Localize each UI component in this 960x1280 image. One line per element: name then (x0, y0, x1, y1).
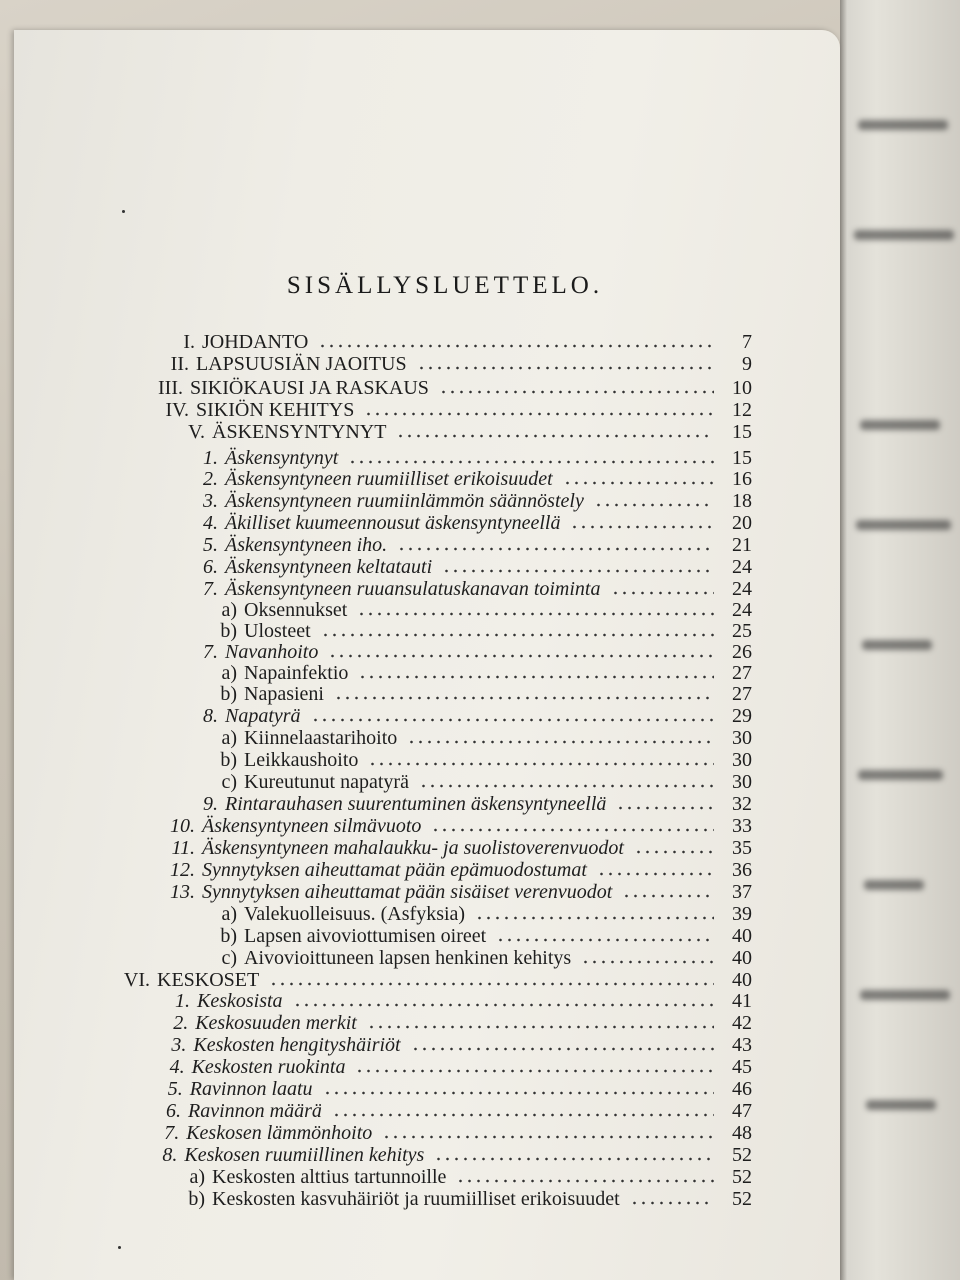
toc-entry-page: 52 (732, 1188, 752, 1210)
toc-entry-number: a) (221, 662, 237, 684)
dot-leader (581, 959, 714, 965)
toc-entry (0, 555, 752, 579)
dot-leader (431, 827, 714, 833)
toc-entry-number: b) (220, 620, 237, 642)
toc-entry-title: Äskensyntynyt (225, 447, 339, 469)
toc-entry-title: Leikkaushoito (244, 749, 359, 771)
toc-entry (0, 420, 752, 444)
toc-entry-title: Äskensyntyneen mahalaukku- ja suolistoverenvuodot (202, 837, 624, 859)
toc-entry-number: I. (183, 331, 195, 353)
toc-entry-number: 6. (166, 1100, 181, 1122)
dot-leader (496, 937, 714, 943)
toc-entry-number: c) (221, 771, 237, 793)
dot-leader (616, 805, 714, 811)
dot-leader (563, 480, 714, 486)
toc-entry (0, 489, 752, 513)
toc-entry-title: JOHDANTO (202, 331, 309, 353)
toc-entry-page: 12 (732, 399, 752, 421)
toc-entry-number: 1. (175, 990, 190, 1012)
toc-entry-number: 2. (203, 468, 218, 490)
dot-leader (396, 433, 714, 439)
toc-entry-title: Keskosuuden merkit (195, 1012, 357, 1034)
toc-entry-number: c) (221, 947, 237, 969)
toc-entry-page: 45 (732, 1056, 752, 1078)
dot-leader (367, 1024, 714, 1030)
dot-leader (439, 389, 714, 395)
toc-entry (0, 330, 752, 354)
dot-leader (456, 1178, 714, 1184)
toc-entry-number: 2. (173, 1012, 189, 1034)
toc-entry-number: b) (188, 1188, 205, 1210)
toc-entry-number: 5. (167, 1078, 183, 1100)
toc-entry-page: 30 (732, 749, 752, 771)
toc-entry-page: 20 (732, 512, 752, 534)
toc-entry-number: a) (221, 599, 237, 621)
toc-entry-page: 25 (732, 620, 752, 642)
toc-entry-title: Napasieni (244, 683, 324, 705)
toc-entry-title: Äskensyntyneen iho. (225, 534, 388, 556)
toc-entry (0, 748, 752, 772)
dot-leader (269, 981, 714, 987)
dot-leader (323, 1090, 714, 1096)
dot-leader (475, 915, 714, 921)
toc-entry-number: 7. (164, 1122, 180, 1144)
toc-entry-page: 24 (732, 578, 752, 600)
toc-entry-title: Ravinnon laatu (189, 1078, 313, 1100)
toc-entry-number: 4. (169, 1056, 185, 1078)
toc-entry (0, 924, 752, 948)
toc-entry-page: 30 (732, 771, 752, 793)
toc-entry-title: Rintarauhasen suurentuminen äskensyntyneellä (225, 793, 607, 815)
dot-leader (634, 849, 714, 855)
toc-entry (0, 770, 752, 794)
dot-leader (328, 653, 714, 659)
toc-entry-page: 16 (732, 468, 752, 490)
toc-entry (0, 682, 752, 706)
toc-entry-title: Oksennukset (244, 599, 348, 621)
toc-entry-page: 15 (732, 421, 752, 443)
toc-entry-title: Navanhoito (225, 641, 319, 663)
toc-entry-title: Ravinnon määrä (188, 1100, 322, 1122)
toc-entry-page: 18 (732, 490, 752, 512)
toc-entry (0, 533, 752, 557)
toc-entry-title: LAPSUUSIÄN JAOITUS (196, 353, 407, 375)
dot-leader (293, 1002, 714, 1008)
toc-entry-page: 30 (732, 727, 752, 749)
dot-leader (411, 1046, 714, 1052)
toc-entry-page: 29 (732, 705, 752, 727)
toc-entry-title: Keskosen lämmönhoito (186, 1122, 373, 1144)
toc-entry-number: 12. (170, 859, 195, 881)
toc-entry-title: Kureutunut napatyrä (244, 771, 409, 793)
toc-entry-page: 36 (732, 859, 752, 881)
toc-entry (0, 352, 752, 376)
toc-entry-number: V. (188, 421, 205, 443)
toc-entry (0, 989, 752, 1013)
toc-entry-title: SIKIÖKAUSI JA RASKAUS (190, 377, 429, 399)
toc-entry-title: Synnytyksen aiheuttamat pään sisäiset verenvuodot (202, 881, 613, 903)
toc-entry (0, 1143, 752, 1167)
toc-entry-number: b) (220, 925, 237, 947)
toc-entry-title: ÄSKENSYNTYNYT (212, 421, 387, 443)
toc-entry-title: Aivovioittuneen lapsen henkinen kehitys (244, 947, 572, 969)
toc-entry-page: 47 (732, 1100, 752, 1122)
toc-entry-title: Keskosten kasvuhäiriöt ja ruumiilliset erikoisuudet (212, 1188, 620, 1210)
toc-entry-number: 3. (203, 490, 218, 512)
dot-leader (318, 343, 714, 349)
toc-entry-number: 7. (203, 641, 218, 663)
toc-entry-title: Äkilliset kuumeennousut äskensyntyneellä (225, 512, 561, 534)
toc-entry (0, 946, 752, 970)
toc-entry-title: Keskosten ruokinta (191, 1056, 346, 1078)
toc-entry (0, 376, 752, 400)
toc-entry (0, 467, 752, 491)
toc-entry (0, 880, 752, 904)
toc-entry (0, 1121, 752, 1145)
dot-leader (630, 1200, 714, 1206)
dot-leader (321, 632, 714, 638)
dot-leader (311, 717, 714, 723)
dot-leader (417, 365, 714, 371)
toc-entry-page: 27 (732, 662, 752, 684)
toc-entry-number: 11. (171, 837, 195, 859)
toc-entry (0, 704, 752, 728)
toc-entry-title: Napatyrä (225, 705, 301, 727)
toc-entry-page: 15 (732, 447, 752, 469)
toc-entry-title: Äskensyntyneen ruumiilliset erikoisuudet (225, 468, 553, 490)
toc-entry-page: 7 (742, 331, 752, 353)
toc-entry (0, 814, 752, 838)
dot-leader (334, 695, 714, 701)
toc-entry (0, 1055, 752, 1079)
toc-entry-number: 4. (203, 512, 218, 534)
toc-entry (0, 902, 752, 926)
toc-entry (0, 726, 752, 750)
toc-entry (0, 398, 752, 422)
dot-leader (442, 568, 714, 574)
toc-entry-title: Keskosten alttius tartunnoille (212, 1166, 447, 1188)
toc-entry-number: a) (221, 903, 237, 925)
toc-entry-title: Napainfektio (244, 662, 349, 684)
toc-entry-page: 35 (732, 837, 752, 859)
toc-entry-number: 8. (203, 705, 218, 727)
toc-entry (0, 858, 752, 882)
toc-entry-page: 40 (732, 947, 752, 969)
toc-entry-page: 32 (732, 793, 752, 815)
toc-entry-number: a) (221, 727, 237, 749)
dot-leader (357, 611, 714, 617)
toc-entry-number: 1. (203, 447, 218, 469)
dot-leader (622, 893, 714, 899)
toc-entry-title: Synnytyksen aiheuttamat pään epämuodostumat (202, 859, 587, 881)
dot-leader (597, 871, 714, 877)
toc-entry-number: b) (220, 749, 237, 771)
toc-entry-number: 7. (203, 578, 218, 600)
toc-entry-number: 10. (170, 815, 195, 837)
dot-leader (570, 524, 714, 530)
toc-entry (0, 1033, 752, 1057)
toc-entry-page: 10 (732, 377, 752, 399)
toc-entry-number: 5. (203, 534, 218, 556)
toc-entry-page: 52 (732, 1166, 752, 1188)
dot-leader (348, 459, 714, 465)
toc-entry-number: VI. (123, 969, 150, 991)
toc-entry-number: III. (158, 377, 183, 399)
toc-entry (0, 792, 752, 816)
toc-entry-title: Kiinnelaastarihoito (244, 727, 398, 749)
toc-entry-page: 46 (732, 1078, 752, 1100)
toc-entry-page: 43 (732, 1034, 752, 1056)
toc-entry-number: IV. (165, 399, 189, 421)
toc-entry-title: Keskosista (197, 990, 283, 1012)
toc-entry (0, 1165, 752, 1189)
toc-entry-title: Lapsen aivoviottumisen oireet (244, 925, 487, 947)
toc-entry-title: Äskensyntyneen ruumiinlämmön säännöstely (225, 490, 584, 512)
toc-entry (0, 1077, 752, 1101)
toc-entry-number: 9. (203, 793, 218, 815)
toc-entry-number: a) (189, 1166, 205, 1188)
toc-entry-number: 13. (170, 881, 195, 903)
toc-entry-title: Valekuolleisuus. (Asfyksia) (244, 903, 466, 925)
toc-entry-page: 21 (732, 534, 752, 556)
dot-leader (382, 1134, 714, 1140)
toc-entry-title: Äskensyntyneen keltatauti (225, 556, 433, 578)
page-title: SISÄLLYSLUETTELO. (286, 272, 604, 299)
toc-entry (0, 1187, 752, 1211)
toc-entry-page: 37 (732, 881, 752, 903)
toc-entry-page: 26 (732, 641, 752, 663)
toc-entry-page: 40 (732, 925, 752, 947)
toc-entry-title: Keskosten hengityshäiriöt (193, 1034, 401, 1056)
dot-leader (407, 739, 714, 745)
dot-leader (355, 1068, 714, 1074)
dot-leader (397, 546, 714, 552)
toc-entry-page: 52 (732, 1144, 752, 1166)
toc-entry-page: 9 (742, 353, 752, 375)
toc-entry-number: II. (170, 353, 189, 375)
toc-entry-page: 40 (732, 969, 752, 991)
toc-entry-page: 24 (732, 556, 752, 578)
toc-entry-page: 33 (732, 815, 752, 837)
toc-entry-number: b) (220, 683, 237, 705)
toc-entry (0, 836, 752, 860)
dot-leader (364, 411, 714, 417)
toc-entry (0, 1011, 752, 1035)
dot-leader (434, 1156, 714, 1162)
toc-entry-page: 39 (732, 903, 752, 925)
toc-entry-page: 24 (732, 599, 752, 621)
toc-entry (0, 511, 752, 535)
dot-leader (594, 502, 714, 508)
dot-leader (332, 1112, 714, 1118)
toc-entry-title: SIKIÖN KEHITYS (196, 399, 355, 421)
toc-entry-title: Keskosen ruumiillinen kehitys (184, 1144, 425, 1166)
toc-entry-page: 27 (732, 683, 752, 705)
toc-entry-number: 8. (162, 1144, 178, 1166)
dot-leader (368, 761, 714, 767)
toc-entry-page: 48 (732, 1122, 752, 1144)
toc-entry-title: Äskensyntyneen silmävuoto (202, 815, 422, 837)
toc-entry-number: 6. (203, 556, 218, 578)
toc-entry (0, 1099, 752, 1123)
toc-entry-page: 41 (732, 990, 752, 1012)
toc-entry-title: Äskensyntyneen ruuansulatuskanavan toiminta (225, 578, 601, 600)
dot-leader (611, 590, 715, 596)
dot-leader (419, 783, 714, 789)
toc-entry-number: 3. (171, 1034, 187, 1056)
toc-entry-title: KESKOSET (157, 969, 260, 991)
dot-leader (358, 674, 714, 680)
toc-entry-page: 42 (732, 1012, 752, 1034)
toc-entry-title: Ulosteet (244, 620, 311, 642)
